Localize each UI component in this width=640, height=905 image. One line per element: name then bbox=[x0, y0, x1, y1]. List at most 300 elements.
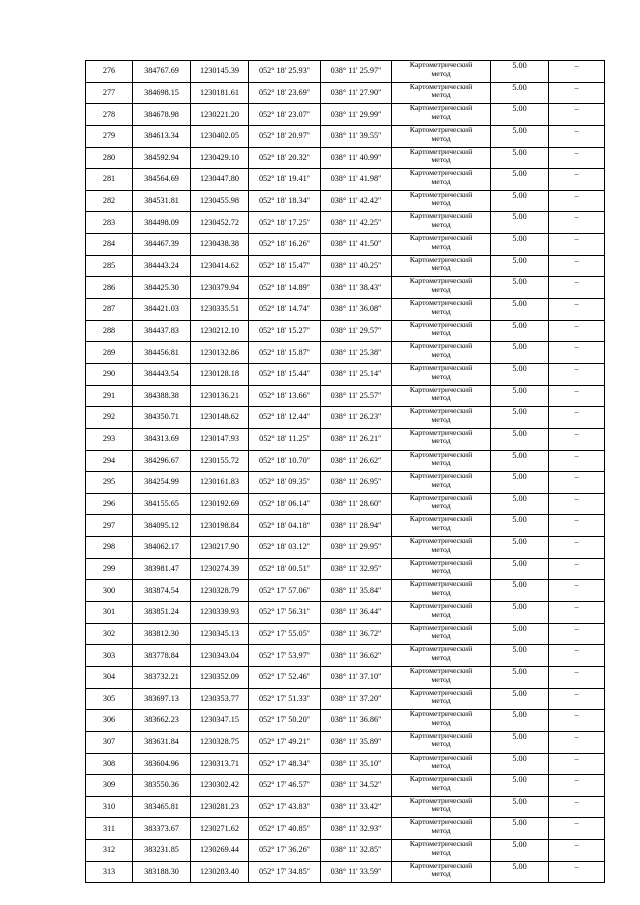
method-line-2: метод bbox=[431, 566, 451, 576]
error-cell: 5.00 bbox=[491, 710, 549, 732]
y-coordinate-cell: 1230328.75 bbox=[191, 731, 249, 753]
longitude-cell: 038° 11' 26.23" bbox=[321, 407, 392, 429]
y-coordinate-cell: 1230161.83 bbox=[191, 472, 249, 494]
longitude-cell: 038° 11' 34.52" bbox=[321, 775, 392, 797]
error-cell: 5.00 bbox=[491, 428, 549, 450]
point-number-cell: 313 bbox=[86, 861, 133, 883]
x-coordinate-cell: 384678.98 bbox=[133, 104, 191, 126]
method-cell bbox=[392, 147, 491, 169]
point-number-cell: 291 bbox=[86, 385, 133, 407]
longitude-cell: 038° 11' 25.97" bbox=[321, 61, 392, 83]
point-number-cell: 279 bbox=[86, 125, 133, 147]
table-row bbox=[86, 385, 605, 407]
latitude-cell: 052° 18' 15.87" bbox=[249, 342, 321, 364]
y-coordinate-cell: 1230379.94 bbox=[191, 277, 249, 299]
point-number-cell: 309 bbox=[86, 775, 133, 797]
error-cell: 5.00 bbox=[491, 234, 549, 256]
coordinates-table bbox=[85, 60, 605, 883]
y-coordinate-cell: 1230414.62 bbox=[191, 255, 249, 277]
method-line-1: Картометрический bbox=[409, 601, 473, 611]
y-coordinate-cell: 1230281.23 bbox=[191, 796, 249, 818]
error-cell: 5.00 bbox=[491, 861, 549, 883]
method-line-2: метод bbox=[431, 739, 451, 749]
point-number-cell: 298 bbox=[86, 537, 133, 559]
error-cell: 5.00 bbox=[491, 342, 549, 364]
latitude-cell: 052° 18' 14.74" bbox=[249, 299, 321, 321]
x-coordinate-cell: 384437.83 bbox=[133, 320, 191, 342]
description-cell: – bbox=[549, 558, 605, 580]
description-cell: – bbox=[549, 666, 605, 688]
x-coordinate-cell: 384467.39 bbox=[133, 234, 191, 256]
method-line-1: Картометрический bbox=[409, 125, 473, 134]
longitude-cell: 038° 11' 32.93" bbox=[321, 818, 392, 840]
method-line-1: Картометрический bbox=[409, 839, 473, 849]
method-line-2: метод bbox=[431, 479, 451, 489]
x-coordinate-cell: 384421.03 bbox=[133, 299, 191, 321]
description-cell: – bbox=[549, 710, 605, 732]
point-number-cell: 276 bbox=[86, 61, 133, 83]
method-line-1: Картометрический bbox=[409, 320, 473, 329]
method-cell bbox=[392, 558, 491, 580]
error-cell: 5.00 bbox=[491, 299, 549, 321]
table-row bbox=[86, 234, 605, 256]
longitude-cell: 038° 11' 25.14" bbox=[321, 363, 392, 385]
latitude-cell: 052° 17' 50.20" bbox=[249, 710, 321, 732]
method-cell bbox=[392, 753, 491, 775]
method-line-2: метод bbox=[431, 133, 451, 143]
table-row bbox=[86, 147, 605, 169]
point-number-cell: 282 bbox=[86, 190, 133, 212]
method-line-2: метод bbox=[431, 804, 451, 814]
longitude-cell: 038° 11' 29.57" bbox=[321, 320, 392, 342]
y-coordinate-cell: 1230345.13 bbox=[191, 623, 249, 645]
table-row bbox=[86, 472, 605, 494]
table-row bbox=[86, 190, 605, 212]
longitude-cell: 038° 11' 32.95" bbox=[321, 558, 392, 580]
error-cell: 5.00 bbox=[491, 363, 549, 385]
latitude-cell: 052° 18' 09.35" bbox=[249, 472, 321, 494]
description-cell: – bbox=[549, 277, 605, 299]
error-cell: 5.00 bbox=[491, 775, 549, 797]
method-line-2: метод bbox=[431, 349, 451, 359]
latitude-cell: 052° 18' 20.97" bbox=[249, 125, 321, 147]
method-line-2: метод bbox=[431, 328, 451, 338]
method-line-1: Картометрический bbox=[409, 450, 473, 459]
latitude-cell: 052° 17' 40.85" bbox=[249, 818, 321, 840]
y-coordinate-cell: 1230147.93 bbox=[191, 428, 249, 450]
x-coordinate-cell: 383697.13 bbox=[133, 688, 191, 710]
method-line-1: Картометрический bbox=[409, 471, 473, 481]
method-cell bbox=[392, 775, 491, 797]
y-coordinate-cell: 1230145.39 bbox=[191, 61, 249, 83]
method-cell bbox=[392, 277, 491, 299]
longitude-cell: 038° 11' 40.25" bbox=[321, 255, 392, 277]
method-cell bbox=[392, 645, 491, 667]
description-cell: – bbox=[549, 840, 605, 862]
method-line-1: Картометрический bbox=[409, 796, 473, 805]
longitude-cell: 038° 11' 26.62" bbox=[321, 450, 392, 472]
table-row bbox=[86, 255, 605, 277]
method-cell bbox=[392, 580, 491, 602]
x-coordinate-cell: 383631.84 bbox=[133, 731, 191, 753]
description-cell: – bbox=[549, 363, 605, 385]
y-coordinate-cell: 1230283.40 bbox=[191, 861, 249, 883]
table-row bbox=[86, 493, 605, 515]
description-cell: – bbox=[549, 320, 605, 342]
method-line-1: Картометрический bbox=[409, 579, 473, 589]
point-number-cell: 303 bbox=[86, 645, 133, 667]
x-coordinate-cell: 384698.15 bbox=[133, 82, 191, 104]
table-row bbox=[86, 818, 605, 840]
method-line-2: метод bbox=[431, 609, 451, 619]
description-cell: – bbox=[549, 688, 605, 710]
method-line-2: метод bbox=[431, 544, 451, 554]
y-coordinate-cell: 1230271.62 bbox=[191, 818, 249, 840]
description-cell: – bbox=[549, 125, 605, 147]
error-cell: 5.00 bbox=[491, 472, 549, 494]
latitude-cell: 052° 17' 57.06" bbox=[249, 580, 321, 602]
description-cell: – bbox=[549, 515, 605, 537]
method-line-1: Картометрический bbox=[409, 536, 473, 546]
error-cell: 5.00 bbox=[491, 407, 549, 429]
point-number-cell: 308 bbox=[86, 753, 133, 775]
longitude-cell: 038° 11' 36.86" bbox=[321, 710, 392, 732]
method-cell bbox=[392, 255, 491, 277]
method-cell bbox=[392, 407, 491, 429]
y-coordinate-cell: 1230217.90 bbox=[191, 537, 249, 559]
latitude-cell: 052° 18' 15.44" bbox=[249, 363, 321, 385]
table-row bbox=[86, 753, 605, 775]
method-cell bbox=[392, 234, 491, 256]
method-line-1: Картометрический bbox=[409, 341, 473, 351]
method-line-1: Картометрический bbox=[409, 774, 473, 784]
y-coordinate-cell: 1230269.44 bbox=[191, 840, 249, 862]
y-coordinate-cell: 1230429.10 bbox=[191, 147, 249, 169]
table-row bbox=[86, 775, 605, 797]
table-row bbox=[86, 363, 605, 385]
x-coordinate-cell: 384425.30 bbox=[133, 277, 191, 299]
description-cell: – bbox=[549, 104, 605, 126]
point-number-cell: 294 bbox=[86, 450, 133, 472]
table-row bbox=[86, 342, 605, 364]
error-cell: 5.00 bbox=[491, 731, 549, 753]
x-coordinate-cell: 384062.17 bbox=[133, 537, 191, 559]
x-coordinate-cell: 384155.65 bbox=[133, 493, 191, 515]
error-cell: 5.00 bbox=[491, 104, 549, 126]
error-cell: 5.00 bbox=[491, 537, 549, 559]
error-cell: 5.00 bbox=[491, 255, 549, 277]
error-cell: 5.00 bbox=[491, 580, 549, 602]
method-line-2: метод bbox=[431, 285, 451, 294]
latitude-cell: 052° 18' 13.66" bbox=[249, 385, 321, 407]
y-coordinate-cell: 1230128.18 bbox=[191, 363, 249, 385]
description-cell: – bbox=[549, 61, 605, 83]
error-cell: 5.00 bbox=[491, 753, 549, 775]
latitude-cell: 052° 18' 12.44" bbox=[249, 407, 321, 429]
method-line-1: Картометрический bbox=[409, 688, 473, 697]
longitude-cell: 038° 11' 28.60" bbox=[321, 493, 392, 515]
longitude-cell: 038° 11' 42.42" bbox=[321, 190, 392, 212]
method-line-1: Картометрический bbox=[409, 428, 473, 437]
x-coordinate-cell: 384498.09 bbox=[133, 212, 191, 234]
point-number-cell: 284 bbox=[86, 234, 133, 256]
method-cell bbox=[392, 450, 491, 472]
description-cell: – bbox=[549, 580, 605, 602]
method-line-1: Картометрический bbox=[409, 190, 473, 199]
method-line-2: метод bbox=[431, 826, 451, 836]
y-coordinate-cell: 1230212.10 bbox=[191, 320, 249, 342]
latitude-cell: 052° 18' 25.93" bbox=[249, 61, 321, 83]
latitude-cell: 052° 17' 46.57" bbox=[249, 775, 321, 797]
error-cell: 5.00 bbox=[491, 623, 549, 645]
method-line-1: Картометрический bbox=[409, 666, 473, 675]
error-cell: 5.00 bbox=[491, 796, 549, 818]
latitude-cell: 052° 17' 48.34" bbox=[249, 753, 321, 775]
table-row bbox=[86, 82, 605, 104]
method-line-1: Картометрический bbox=[409, 211, 473, 221]
x-coordinate-cell: 383732.21 bbox=[133, 666, 191, 688]
y-coordinate-cell: 1230402.05 bbox=[191, 125, 249, 147]
x-coordinate-cell: 384613.34 bbox=[133, 125, 191, 147]
error-cell: 5.00 bbox=[491, 666, 549, 688]
point-number-cell: 306 bbox=[86, 710, 133, 732]
latitude-cell: 052° 18' 03.12" bbox=[249, 537, 321, 559]
description-cell: – bbox=[549, 342, 605, 364]
y-coordinate-cell: 1230455.98 bbox=[191, 190, 249, 212]
longitude-cell: 038° 11' 29.95" bbox=[321, 537, 392, 559]
method-line-1: Картометрический bbox=[409, 861, 473, 870]
longitude-cell: 038° 11' 37.20" bbox=[321, 688, 392, 710]
method-line-1: Картометрический bbox=[409, 385, 473, 394]
method-line-2: метод bbox=[431, 847, 451, 857]
longitude-cell: 038° 11' 35.84" bbox=[321, 580, 392, 602]
longitude-cell: 038° 11' 41.50" bbox=[321, 234, 392, 256]
point-number-cell: 286 bbox=[86, 277, 133, 299]
x-coordinate-cell: 384313.69 bbox=[133, 428, 191, 450]
method-cell bbox=[392, 82, 491, 104]
y-coordinate-cell: 1230132.86 bbox=[191, 342, 249, 364]
method-line-2: метод bbox=[431, 652, 451, 662]
y-coordinate-cell: 1230447.80 bbox=[191, 169, 249, 191]
description-cell: – bbox=[549, 602, 605, 624]
point-number-cell: 290 bbox=[86, 363, 133, 385]
x-coordinate-cell: 383981.47 bbox=[133, 558, 191, 580]
description-cell: – bbox=[549, 147, 605, 169]
method-line-2: метод bbox=[431, 782, 451, 792]
error-cell: 5.00 bbox=[491, 190, 549, 212]
error-cell: 5.00 bbox=[491, 602, 549, 624]
point-number-cell: 300 bbox=[86, 580, 133, 602]
x-coordinate-cell: 383188.30 bbox=[133, 861, 191, 883]
x-coordinate-cell: 383662.23 bbox=[133, 710, 191, 732]
method-cell bbox=[392, 212, 491, 234]
method-line-2: метод bbox=[431, 587, 451, 597]
method-line-2: метод bbox=[431, 220, 451, 230]
method-cell bbox=[392, 493, 491, 515]
longitude-cell: 038° 11' 25.57" bbox=[321, 385, 392, 407]
method-line-2: метод bbox=[431, 198, 451, 208]
y-coordinate-cell: 1230148.62 bbox=[191, 407, 249, 429]
longitude-cell: 038° 11' 29.99" bbox=[321, 104, 392, 126]
longitude-cell: 038° 11' 41.98" bbox=[321, 169, 392, 191]
latitude-cell: 052° 18' 19.41" bbox=[249, 169, 321, 191]
method-line-2: метод bbox=[431, 458, 451, 468]
error-cell: 5.00 bbox=[491, 818, 549, 840]
method-line-2: метод bbox=[431, 523, 451, 533]
error-cell: 5.00 bbox=[491, 840, 549, 862]
method-line-2: метод bbox=[431, 306, 451, 316]
point-number-cell: 292 bbox=[86, 407, 133, 429]
longitude-cell: 038° 11' 32.85" bbox=[321, 840, 392, 862]
method-line-1: Картометрический bbox=[409, 558, 473, 567]
table-row bbox=[86, 169, 605, 191]
latitude-cell: 052° 17' 49.21" bbox=[249, 731, 321, 753]
y-coordinate-cell: 1230198.84 bbox=[191, 515, 249, 537]
method-cell bbox=[392, 818, 491, 840]
table-row bbox=[86, 796, 605, 818]
method-cell bbox=[392, 731, 491, 753]
method-line-2: метод bbox=[431, 241, 451, 251]
description-cell: – bbox=[549, 623, 605, 645]
method-line-2: метод bbox=[431, 263, 451, 273]
method-cell bbox=[392, 342, 491, 364]
error-cell: 5.00 bbox=[491, 320, 549, 342]
longitude-cell: 038° 11' 28.94" bbox=[321, 515, 392, 537]
point-number-cell: 301 bbox=[86, 602, 133, 624]
table-row bbox=[86, 840, 605, 862]
x-coordinate-cell: 384254.99 bbox=[133, 472, 191, 494]
method-line-2: метод bbox=[431, 761, 451, 771]
method-line-1: Картометрический bbox=[409, 60, 473, 69]
y-coordinate-cell: 1230452.72 bbox=[191, 212, 249, 234]
point-number-cell: 283 bbox=[86, 212, 133, 234]
latitude-cell: 052° 18' 15.47" bbox=[249, 255, 321, 277]
longitude-cell: 038° 11' 33.42" bbox=[321, 796, 392, 818]
table-row bbox=[86, 515, 605, 537]
latitude-cell: 052° 18' 23.69" bbox=[249, 82, 321, 104]
description-cell: – bbox=[549, 255, 605, 277]
point-number-cell: 304 bbox=[86, 666, 133, 688]
description-cell: – bbox=[549, 212, 605, 234]
description-cell: – bbox=[549, 645, 605, 667]
method-cell bbox=[392, 537, 491, 559]
table-row bbox=[86, 558, 605, 580]
point-number-cell: 311 bbox=[86, 818, 133, 840]
method-cell bbox=[392, 688, 491, 710]
description-cell: – bbox=[549, 861, 605, 883]
latitude-cell: 052° 18' 17.25" bbox=[249, 212, 321, 234]
table-row bbox=[86, 61, 605, 83]
x-coordinate-cell: 384531.81 bbox=[133, 190, 191, 212]
x-coordinate-cell: 384388.38 bbox=[133, 385, 191, 407]
x-coordinate-cell: 383874.54 bbox=[133, 580, 191, 602]
method-line-2: метод bbox=[431, 631, 451, 641]
table-row bbox=[86, 104, 605, 126]
method-line-1: Картометрический bbox=[409, 644, 473, 654]
y-coordinate-cell: 1230221.20 bbox=[191, 104, 249, 126]
x-coordinate-cell: 383812.30 bbox=[133, 623, 191, 645]
point-number-cell: 307 bbox=[86, 731, 133, 753]
table-row bbox=[86, 537, 605, 559]
x-coordinate-cell: 384443.54 bbox=[133, 363, 191, 385]
method-cell bbox=[392, 320, 491, 342]
method-cell bbox=[392, 428, 491, 450]
latitude-cell: 052° 17' 53.97" bbox=[249, 645, 321, 667]
point-number-cell: 278 bbox=[86, 104, 133, 126]
method-line-1: Картометрический bbox=[409, 168, 473, 178]
method-line-1: Картометрический bbox=[409, 709, 473, 719]
description-cell: – bbox=[549, 450, 605, 472]
longitude-cell: 038° 11' 42.25" bbox=[321, 212, 392, 234]
error-cell: 5.00 bbox=[491, 688, 549, 710]
longitude-cell: 038° 11' 33.59" bbox=[321, 861, 392, 883]
table-body bbox=[86, 61, 605, 883]
method-cell bbox=[392, 602, 491, 624]
method-line-1: Картометрический bbox=[409, 406, 473, 416]
method-line-2: метод bbox=[431, 869, 451, 879]
method-line-1: Картометрический bbox=[409, 103, 473, 113]
description-cell: – bbox=[549, 472, 605, 494]
method-cell bbox=[392, 840, 491, 862]
x-coordinate-cell: 383851.24 bbox=[133, 602, 191, 624]
error-cell: 5.00 bbox=[491, 82, 549, 104]
method-cell bbox=[392, 190, 491, 212]
x-coordinate-cell: 384564.69 bbox=[133, 169, 191, 191]
table-row bbox=[86, 688, 605, 710]
x-coordinate-cell: 383465.81 bbox=[133, 796, 191, 818]
x-coordinate-cell: 384296.67 bbox=[133, 450, 191, 472]
method-cell bbox=[392, 623, 491, 645]
method-cell bbox=[392, 385, 491, 407]
method-line-2: метод bbox=[431, 176, 451, 186]
y-coordinate-cell: 1230343.04 bbox=[191, 645, 249, 667]
x-coordinate-cell: 383604.96 bbox=[133, 753, 191, 775]
description-cell: – bbox=[549, 537, 605, 559]
table-row bbox=[86, 277, 605, 299]
table-row bbox=[86, 602, 605, 624]
method-line-1: Картометрический bbox=[409, 233, 473, 243]
y-coordinate-cell: 1230353.77 bbox=[191, 688, 249, 710]
longitude-cell: 038° 11' 38.43" bbox=[321, 277, 392, 299]
description-cell: – bbox=[549, 82, 605, 104]
table-row bbox=[86, 710, 605, 732]
error-cell: 5.00 bbox=[491, 277, 549, 299]
x-coordinate-cell: 384592.94 bbox=[133, 147, 191, 169]
latitude-cell: 052° 17' 51.33" bbox=[249, 688, 321, 710]
description-cell: – bbox=[549, 407, 605, 429]
latitude-cell: 052° 17' 36.26" bbox=[249, 840, 321, 862]
error-cell: 5.00 bbox=[491, 493, 549, 515]
method-cell bbox=[392, 61, 491, 83]
table-row bbox=[86, 299, 605, 321]
error-cell: 5.00 bbox=[491, 558, 549, 580]
point-number-cell: 285 bbox=[86, 255, 133, 277]
method-cell bbox=[392, 666, 491, 688]
method-line-2: метод bbox=[431, 90, 451, 100]
longitude-cell: 038° 11' 25.38" bbox=[321, 342, 392, 364]
point-number-cell: 310 bbox=[86, 796, 133, 818]
x-coordinate-cell: 383373.67 bbox=[133, 818, 191, 840]
y-coordinate-cell: 1230352.09 bbox=[191, 666, 249, 688]
table-row bbox=[86, 731, 605, 753]
method-line-1: Картометрический bbox=[409, 82, 473, 91]
latitude-cell: 052° 18' 23.07" bbox=[249, 104, 321, 126]
latitude-cell: 052° 17' 34.85" bbox=[249, 861, 321, 883]
point-number-cell: 296 bbox=[86, 493, 133, 515]
description-cell: – bbox=[549, 818, 605, 840]
error-cell: 5.00 bbox=[491, 212, 549, 234]
method-line-1: Картометрический bbox=[409, 255, 473, 264]
